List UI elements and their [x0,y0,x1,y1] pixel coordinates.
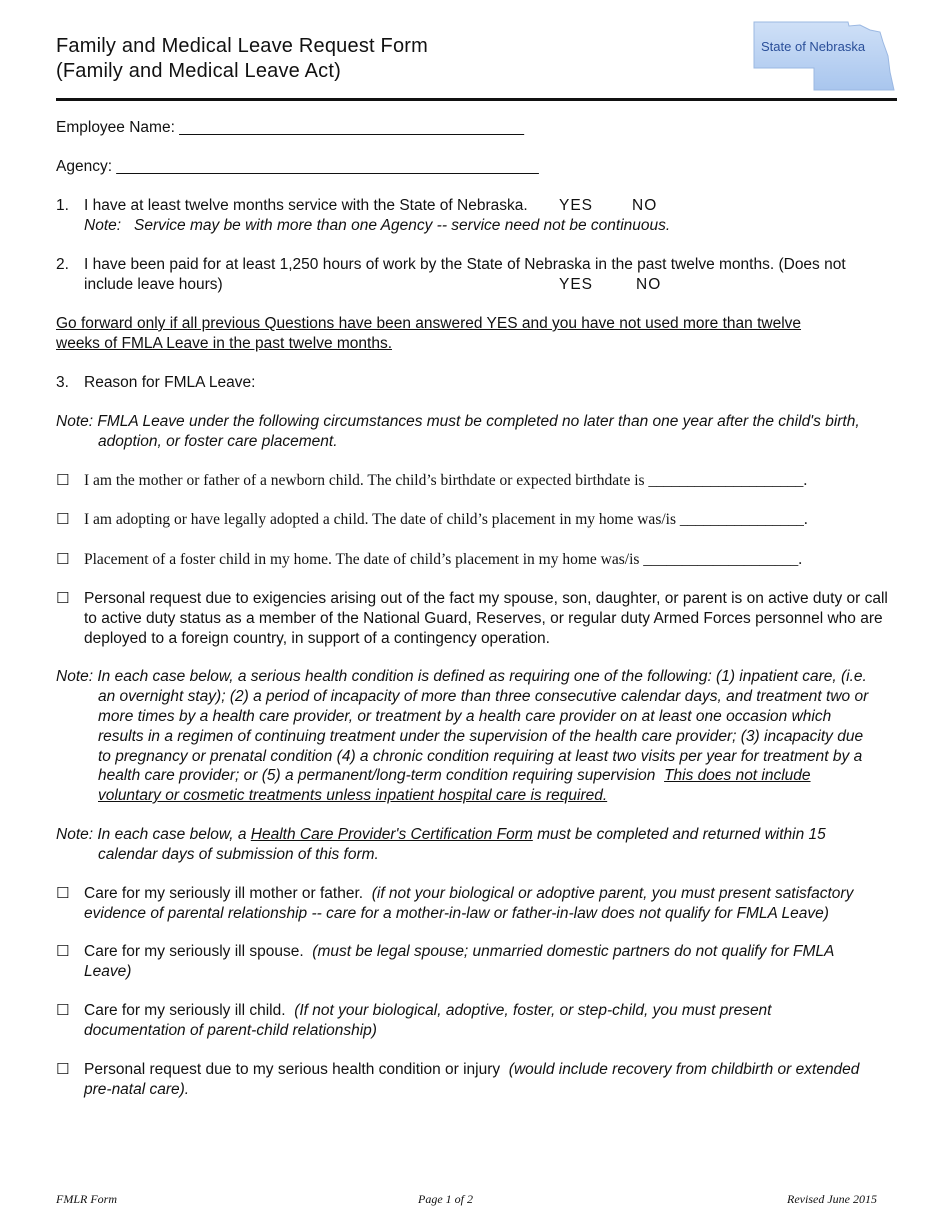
option-care-child-main: Care for my seriously ill child. [84,1002,286,1019]
option-adoption-text: I am adopting or have legally adopted a child. The date of child’s placement in my home was/is ________________. [84,511,808,528]
note2-line4: results in a regimen of continuing treatment under the supervision of the health care provider; (3) incapacity due [98,728,864,745]
page-title [56,34,428,84]
option-own-health-main: Personal request due to my serious health condition or injury [84,1061,501,1078]
checkbox-care-child[interactable]: ☐ [56,1002,70,1019]
checkbox-adoption[interactable]: ☐ [56,511,70,528]
state-logo [752,20,898,94]
option-care-parent-line1 [84,884,853,904]
note1-text: FMLA Leave under the following circumstances must be completed no later than one year after the child's birth, [97,413,860,430]
q1-note-label: Note: [84,217,122,234]
q2-text-line1: I have been paid for at least 1,250 hours of work by the State of Nebraska in the past twelve months. (Does not [84,256,846,273]
note2-exclusion-text: This does not include [664,767,811,784]
q1-text: I have at least twelve months service with the State of Nebraska. [84,197,528,214]
checkbox-care-spouse[interactable]: ☐ [56,943,70,960]
q1-number: 1. [56,197,69,214]
option-military-line2: to active duty status as a member of the National Guard, Reserves, or regular duty Armed Forces personnel who are [84,610,883,627]
q2-yes-option[interactable]: YES [559,276,594,293]
checkbox-care-parent[interactable]: ☐ [56,885,70,902]
checkbox-foster[interactable]: ☐ [56,551,70,568]
footer-revised-date: Revised June 2015 [787,1192,877,1206]
option-care-parent-line2: evidence of parental relationship -- care for a mother-in-law or father-in-law does not qualify for FMLA Leave) [84,905,829,922]
q1-note [84,216,670,236]
note3-line1 [56,825,826,845]
note3-post: must be completed and returned within 15 [537,826,826,843]
note2-line6 [98,766,811,786]
q3-text: Reason for FMLA Leave: [84,374,256,391]
warning-line1: Go forward only if all previous Questions have been answered YES and you have not used more than twelve [56,315,802,332]
note2-line7: voluntary or cosmetic treatments unless inpatient hospital care is required. [98,787,608,804]
footer-form-id: FMLR Form [56,1192,117,1206]
option-care-spouse-line1 [84,942,834,962]
footer-page-number: Page 1 of 2 [418,1192,473,1206]
q1-no-option[interactable]: NO [632,197,658,214]
q2-no-option[interactable]: NO [636,276,662,293]
option-own-health-line2: pre-natal care). [84,1081,190,1098]
option-care-parent-note: (if not your biological or adoptive parent, you must present satisfactory [371,885,854,902]
option-care-child-line1 [84,1001,772,1021]
q2-text-line2: include leave hours) [84,276,223,293]
checkbox-own-health[interactable]: ☐ [56,1061,70,1078]
employee-name-label: Employee Name: [56,119,175,136]
option-newborn-text: I am the mother or father of a newborn child. The child’s birthdate or expected birthdate is ____________________. [84,472,808,489]
option-own-health-note: (would include recovery from childbirth or extended [508,1061,860,1078]
agency-field[interactable] [56,157,539,177]
note2-line5: to pregnancy or prenatal condition (4) a chronic condition requiring at least two visits per year for treatment by a [98,748,863,765]
option-care-spouse-main: Care for my seriously ill spouse. [84,943,304,960]
option-foster-text: Placement of a foster child in my home. The date of child’s placement in my home was/is ____________________. [84,551,803,568]
note2-line1 [56,667,867,687]
note1-line2: adoption, or foster care placement. [98,433,338,450]
title-line-2: (Family and Medical Leave Act) [56,60,342,82]
certification-form-link[interactable]: Health Care Provider's Certification Form [250,826,533,843]
header-divider [56,98,897,101]
q1-note-text: Service may be with more than one Agency -- service need not be continuous. [133,217,671,234]
note2-line6-text: health care provider; or (5) a permanent/long-term condition requiring supervision [98,767,656,784]
note3-label: Note: [56,826,94,843]
employee-name-blank[interactable]: ________________________________________ [179,119,525,136]
nebraska-map-icon [752,20,898,94]
agency-label: Agency: [56,158,113,175]
note1-line1 [56,412,860,432]
note2-text-1: In each case below, a serious health condition is defined as requiring one of the following: (1) inpatient care, (i.e. [97,668,867,685]
note3-line2: calendar days of submission of this form. [98,846,379,863]
note3-pre: In each case below, a [97,826,247,843]
option-care-parent-main: Care for my seriously ill mother or father. [84,885,364,902]
note1-label: Note: [56,413,94,430]
agency-blank[interactable]: _________________________________________________ [116,158,539,175]
option-care-spouse-note: (must be legal spouse; unmarried domestic partners do not qualify for FMLA [312,943,835,960]
option-military-line3: deployed to a foreign country, in support of a contingency operation. [84,630,550,647]
checkbox-military-exigency[interactable]: ☐ [56,590,70,607]
warning-line2: weeks of FMLA Leave in the past twelve months. [56,335,393,352]
employee-name-field[interactable] [56,118,524,138]
option-care-child-line2: documentation of parent-child relationship) [84,1022,377,1039]
checkbox-newborn[interactable]: ☐ [56,472,70,489]
logo-text: State of Nebraska [761,39,866,54]
q2-number: 2. [56,256,69,273]
option-care-child-note: (If not your biological, adoptive, foster, or step-child, you must present [294,1002,772,1019]
option-military-line1: Personal request due to exigencies arising out of the fact my spouse, son, daughter, or parent is on active duty or call [84,590,888,607]
q1-yes-option[interactable]: YES [559,197,594,214]
q3-number: 3. [56,374,69,391]
note2-line3: more times by a health care provider, or treatment by a health care provider on at least one occasion which [98,708,832,725]
note2-label: Note: [56,668,94,685]
title-line-1: Family and Medical Leave Request Form [56,35,428,57]
note2-line2: an overnight stay); (2) a period of incapacity of more than three consecutive calendar days, and treatment two or [98,688,869,705]
option-own-health-line1 [84,1060,859,1080]
option-care-spouse-line2: Leave) [84,963,132,980]
